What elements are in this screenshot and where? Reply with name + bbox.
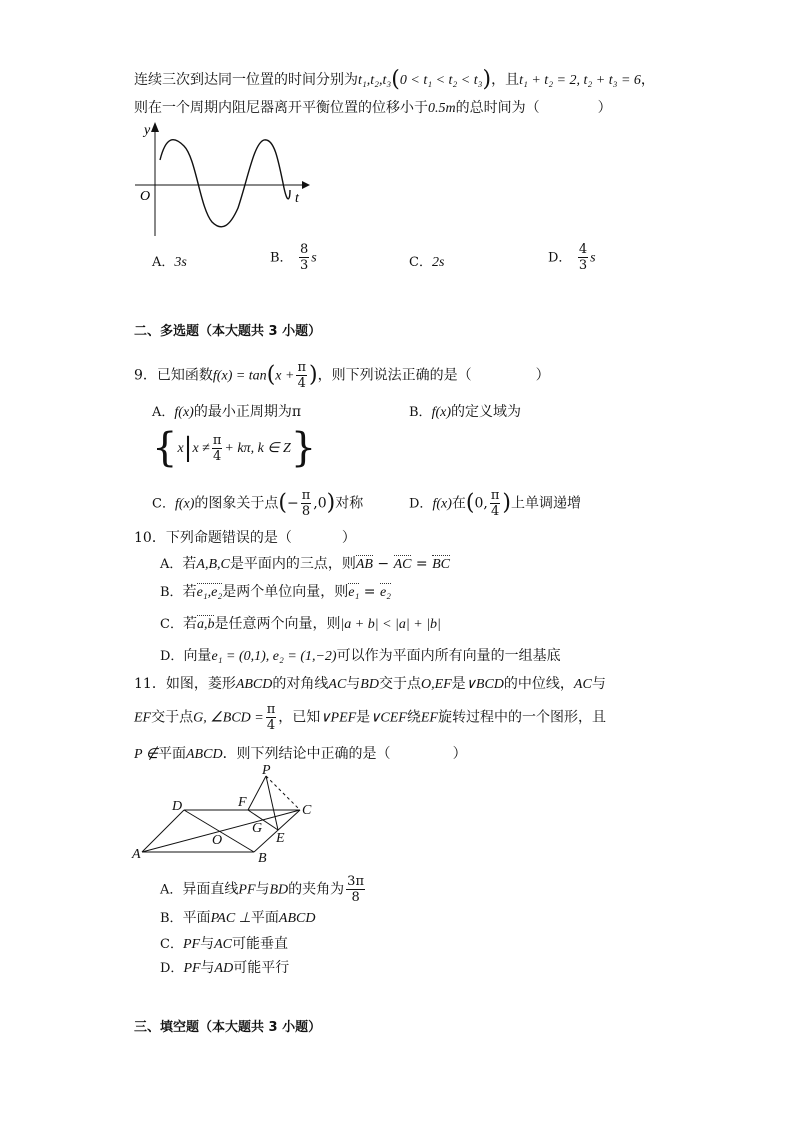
graph-x-label: t bbox=[295, 191, 299, 206]
q11-rhombus-figure bbox=[130, 764, 330, 868]
q8-inequality: 0 < t₁ < t₂ < t₃ bbox=[399, 73, 483, 88]
q10-option-d[interactable]: D．向量e₁ = (0,1), e₂ = (1,−2)可以作为平面内所有向量的一组基底 bbox=[160, 648, 561, 664]
q11-option-c[interactable]: C．PF与AC可能垂直 bbox=[160, 936, 288, 952]
q11-stem-line2: EF交于点G, ∠BCD = $\frac{\pi}{4}$ ，已知∨PEF是∨CEF绕EF旋转过程中的一个图形，且 bbox=[134, 702, 606, 733]
q8-text2: ，且 bbox=[491, 72, 520, 88]
q8-sine-graph bbox=[130, 118, 310, 240]
q11-stem-line1: 11．如图，菱形ABCD的对角线AC与BD交于点O,EF是∨BCD的中位线，AC与 bbox=[134, 676, 606, 692]
fig-label-a: A bbox=[132, 847, 141, 862]
fig-label-f: F bbox=[238, 795, 247, 810]
q8-text: 连续三次到达同一位置的时间分别为 bbox=[134, 72, 358, 88]
q8-close-paren: ） bbox=[597, 100, 612, 116]
q11-option-d[interactable]: D．PF与AD可能平行 bbox=[160, 960, 290, 976]
q8-line2-text: 则在一个周期内阻尼器离开平衡位置的位移小于 bbox=[134, 100, 428, 116]
q8-stem-line2 bbox=[134, 98, 612, 119]
y-axis-arrow bbox=[151, 122, 159, 132]
q10-stem: 10．下列命题错误的是（ ） bbox=[134, 530, 356, 546]
q8-option-c[interactable]: C．2s bbox=[409, 255, 445, 270]
q8-stem-line1: 连续三次到达同一位置的时间分别为t₁,t₂,t₃(0 < t₁ < t₂ < t₃)，且t₁ + t₂ = 2, t₂ + t₃ = 6， bbox=[134, 67, 655, 92]
fig-label-g: G bbox=[252, 821, 263, 836]
q11-stem-line3: P ∉平面ABCD．则下列结论中正确的是（ ） bbox=[134, 746, 467, 762]
q10-option-c[interactable]: C．若a,b是任意两个向量，则|a + b| < |a| + |b| bbox=[160, 614, 441, 635]
fig-label-o: O bbox=[212, 833, 223, 848]
fig-label-p: P bbox=[262, 764, 271, 778]
graph-origin-label: O bbox=[140, 189, 151, 204]
fig-label-b: B bbox=[258, 851, 267, 866]
q8-option-d[interactable]: D． $\frac{4}{3}$ s bbox=[548, 242, 596, 273]
fig-label-c: C bbox=[302, 803, 312, 818]
fig-label-d: D bbox=[172, 799, 183, 814]
x-axis-arrow bbox=[302, 181, 310, 189]
q9-option-c[interactable]: C．f(x)的图象关于点(− $\frac{\pi}{8}$ ,0)对称 bbox=[152, 488, 364, 519]
section-3-heading: 三、填空题（本大题共 3 小题） bbox=[134, 1020, 322, 1035]
fig-label-e: E bbox=[276, 831, 285, 846]
q8-end: ， bbox=[640, 72, 655, 88]
q8-option-b[interactable]: B． $\frac{8}{3}$ s bbox=[270, 242, 317, 273]
q9-option-b-domain: {x|x ≠ $\frac{\pi}{4}$ + kπ, k ∈ Z} bbox=[152, 425, 317, 471]
q11-option-a[interactable]: A．异面直线PF与BD的夹角为 $\frac{3\pi}{8}$ bbox=[160, 874, 364, 905]
q8-equations: t₁ + t₂ = 2, t₂ + t₃ = 6 bbox=[519, 73, 641, 88]
section-2-heading: 二、多选题（本大题共 3 小题） bbox=[134, 324, 322, 339]
q9-option-d[interactable]: D．f(x)在(0, $\frac{\pi}{4}$ )上单调递增 bbox=[409, 488, 581, 519]
q8-line2-text2: 的总时间为（ bbox=[455, 100, 540, 116]
q8-option-a[interactable]: A．3s bbox=[152, 255, 187, 270]
q10-option-b[interactable]: B．若e₁,e₂是两个单位向量，则e₁ = e₂ bbox=[160, 582, 391, 603]
q11-option-b[interactable]: B．平面PAC ⊥平面ABCD bbox=[160, 910, 316, 926]
q8-threshold: 0.5m bbox=[428, 101, 456, 116]
q8-times: t₁,t₂,t₃ bbox=[358, 73, 392, 88]
q10-option-a[interactable]: A．若A,B,C是平面内的三点，则AB − AC = BC bbox=[160, 554, 450, 575]
graph-y-label: y bbox=[144, 123, 151, 138]
q9-stem: 9．已知函数f(x) = tan(x + $\frac{\pi}{4}$ )，则下列说法正确的是（ ） bbox=[134, 360, 550, 391]
q9-option-a[interactable]: A．f(x)的最小正周期为π bbox=[152, 404, 302, 420]
q9-option-b[interactable]: B．f(x)的定义域为 bbox=[409, 404, 521, 420]
sine-curve bbox=[160, 140, 290, 227]
